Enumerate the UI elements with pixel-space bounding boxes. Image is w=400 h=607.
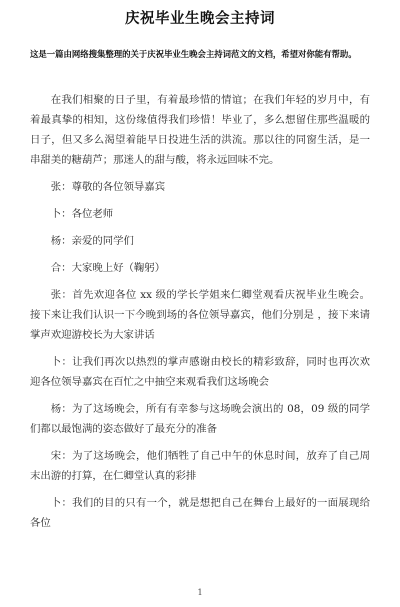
paragraph-gap <box>30 224 370 231</box>
document-intro: 这是一篇由网络搜集整理的关于庆祝毕业生晚会主持词范文的文档，希望对你能有帮助。 <box>30 49 357 59</box>
body-paragraph: 合：大家晚上好（鞠躬） <box>50 262 166 274</box>
body-paragraph: 宋：为了这场晚会，他们牺牲了自己中午的休息时间，放弃了自己周末出游的打算，在仁卿堂认真的彩排 <box>30 450 370 482</box>
page-number: 1 <box>197 588 203 597</box>
document-title: 庆祝毕业生晚会主持词 <box>125 11 275 27</box>
paragraph-gap <box>30 392 370 399</box>
paragraph-gap <box>30 345 370 352</box>
body-paragraph: 卜：各位老师 <box>50 208 114 220</box>
paragraph-gap <box>30 197 370 204</box>
body-paragraph: 卜：让我们再次以热烈的掌声感谢由校长的精彩致辞，同时也再次欢迎各位领导嘉宾在百忙之中抽空来观看我们这场晚会 <box>30 356 370 388</box>
paragraph-gap <box>30 251 370 258</box>
document-body <box>30 90 370 533</box>
paragraph-gap <box>30 486 370 493</box>
body-paragraph: 杨：为了这场晚会，所有有幸参与这场晚会演出的 08，09 级的同学们都以最饱满的姿态做好了最充分的准备 <box>30 403 370 435</box>
paragraph-gap <box>30 439 370 446</box>
paragraph-gap <box>30 170 370 177</box>
paragraph-gap <box>30 278 370 285</box>
body-paragraph: 杨：亲爱的同学们 <box>50 235 134 247</box>
body-paragraph: 张：尊敬的各位领导嘉宾 <box>50 181 166 193</box>
body-paragraph: 张：首先欢迎各位 xx 级的学长学姐来仁卿堂观看庆祝毕业生晚会。接下来让我们认识一下今晚到场的各位领导嘉宾，他们分别是 ，接下来请掌声欢迎游校长为大家讲话 <box>30 289 370 341</box>
body-paragraph: 卜：我们的目的只有一个，就是想把自己在舞台上最好的一面展现给各位 <box>30 497 370 529</box>
body-paragraph: 在我们相聚的日子里，有着最珍惜的情谊；在我们年轻的岁月中，有着最真挚的相知，这份缘值得我们珍惜！毕业了，多么想留住那些温暖的日子，但又多么渴望着能早日投进生活的洪流。那以往的同窗生活，是一串甜美的糖葫芦；那迷人的甜与酸，将永远回味不完。 <box>30 94 370 166</box>
